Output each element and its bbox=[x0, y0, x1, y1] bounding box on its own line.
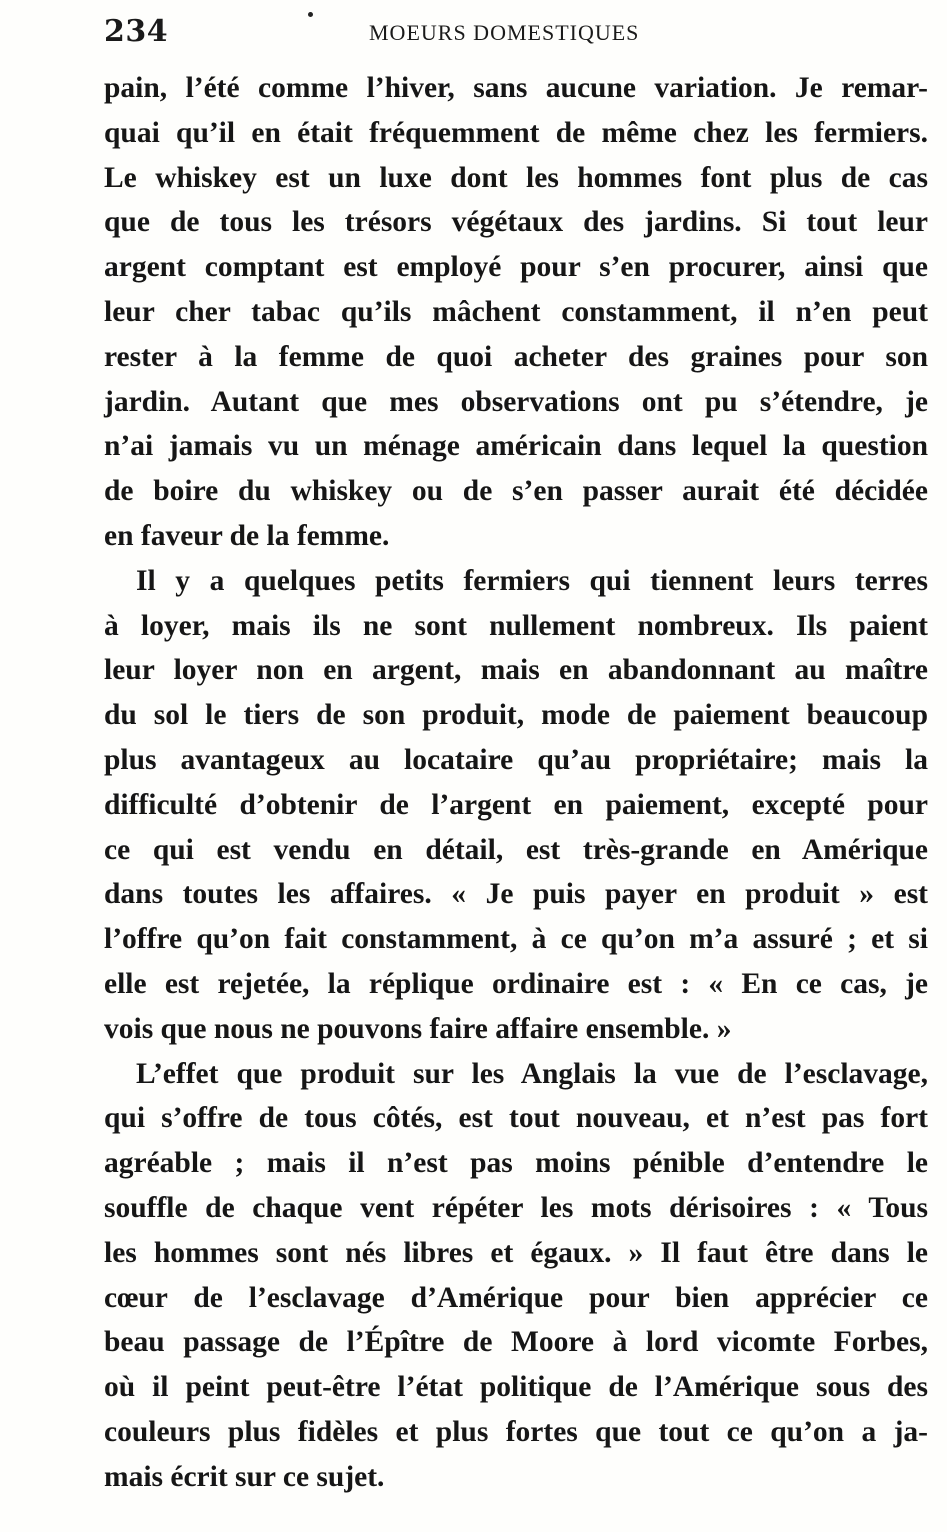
text-line: l’offre qu’on fait constamment, à ce qu’on m’a assuré ; et si bbox=[104, 923, 928, 956]
text-line: argent comptant est employé pour s’en procurer, ainsi que bbox=[104, 251, 928, 284]
text-line: du sol le tiers de son produit, mode de paiement beaucoup bbox=[104, 699, 928, 732]
text-line: que de tous les trésors végétaux des jardins. Si tout leur bbox=[104, 206, 928, 239]
body-text bbox=[104, 66, 928, 1500]
text-line: Il y a quelques petits fermiers qui tiennent leurs terres bbox=[136, 564, 928, 597]
text-line: où il peint peut-être l’état politique de l’Amérique sous des bbox=[104, 1371, 928, 1404]
text-line: les hommes sont nés libres et égaux. » Il faut être dans le bbox=[104, 1236, 928, 1269]
text-line: beau passage de l’Épître de Moore à lord vicomte Forbes, bbox=[104, 1326, 928, 1359]
header-dot bbox=[308, 12, 313, 17]
paragraph-1 bbox=[104, 66, 928, 559]
text-line: quai qu’il en était fréquemment de même chez les fermiers. bbox=[104, 116, 928, 149]
paragraph-2 bbox=[104, 559, 928, 1052]
running-title: MOEURS DOMESTIQUES bbox=[369, 20, 640, 45]
text-line: souffle de chaque vent répéter les mots dérisoires : « Tous bbox=[104, 1191, 928, 1224]
text-line: mais écrit sur ce sujet. bbox=[104, 1460, 385, 1493]
text-line: de boire du whiskey ou de s’en passer aurait été décidée bbox=[104, 475, 928, 508]
text-line: Le whiskey est un luxe dont les hommes font plus de cas bbox=[104, 161, 928, 194]
text-line: n’ai jamais vu un ménage américain dans lequel la question bbox=[104, 430, 928, 463]
text-line: jardin. Autant que mes observations ont pu s’étendre, je bbox=[104, 385, 928, 418]
text-line: dans toutes les affaires. « Je puis payer en produit » est bbox=[104, 878, 928, 911]
text-line: vois que nous ne pouvons faire affaire ensemble. » bbox=[104, 1012, 732, 1045]
text-line: agréable ; mais il n’est pas moins pénible d’entendre le bbox=[104, 1147, 928, 1180]
text-line: cœur de l’esclavage d’Amérique pour bien apprécier ce bbox=[104, 1281, 928, 1314]
text-line: leur cher tabac qu’ils mâchent constamment, il n’en peut bbox=[104, 295, 928, 328]
text-line: couleurs plus fidèles et plus fortes que tout ce qu’on a ja- bbox=[104, 1415, 928, 1448]
text-line: en faveur de la femme. bbox=[104, 519, 390, 552]
text-line: ce qui est vendu en détail, est très-grande en Amérique bbox=[104, 833, 928, 866]
text-line: L’effet que produit sur les Anglais la vue de l’esclavage, bbox=[136, 1057, 928, 1090]
text-line: rester à la femme de quoi acheter des graines pour son bbox=[104, 340, 928, 373]
text-line: pain, l’été comme l’hiver, sans aucune variation. Je remar- bbox=[104, 72, 928, 104]
text-line: à loyer, mais ils ne sont nullement nombreux. Ils paient bbox=[104, 609, 928, 642]
text-line: difficulté d’obtenir de l’argent en paiement, excepté pour bbox=[104, 788, 928, 821]
page-number: 234 bbox=[104, 14, 169, 49]
text-line: qui s’offre de tous côtés, est tout nouveau, et n’est pas fort bbox=[104, 1102, 928, 1135]
text-line: elle est rejetée, la réplique ordinaire est : « En ce cas, je bbox=[104, 967, 928, 1000]
text-line: leur loyer non en argent, mais en abandonnant au maître bbox=[104, 654, 928, 687]
text-line: plus avantageux au locataire qu’au propriétaire; mais la bbox=[104, 743, 928, 776]
paragraph-3 bbox=[104, 1052, 928, 1500]
page-header bbox=[104, 10, 928, 54]
